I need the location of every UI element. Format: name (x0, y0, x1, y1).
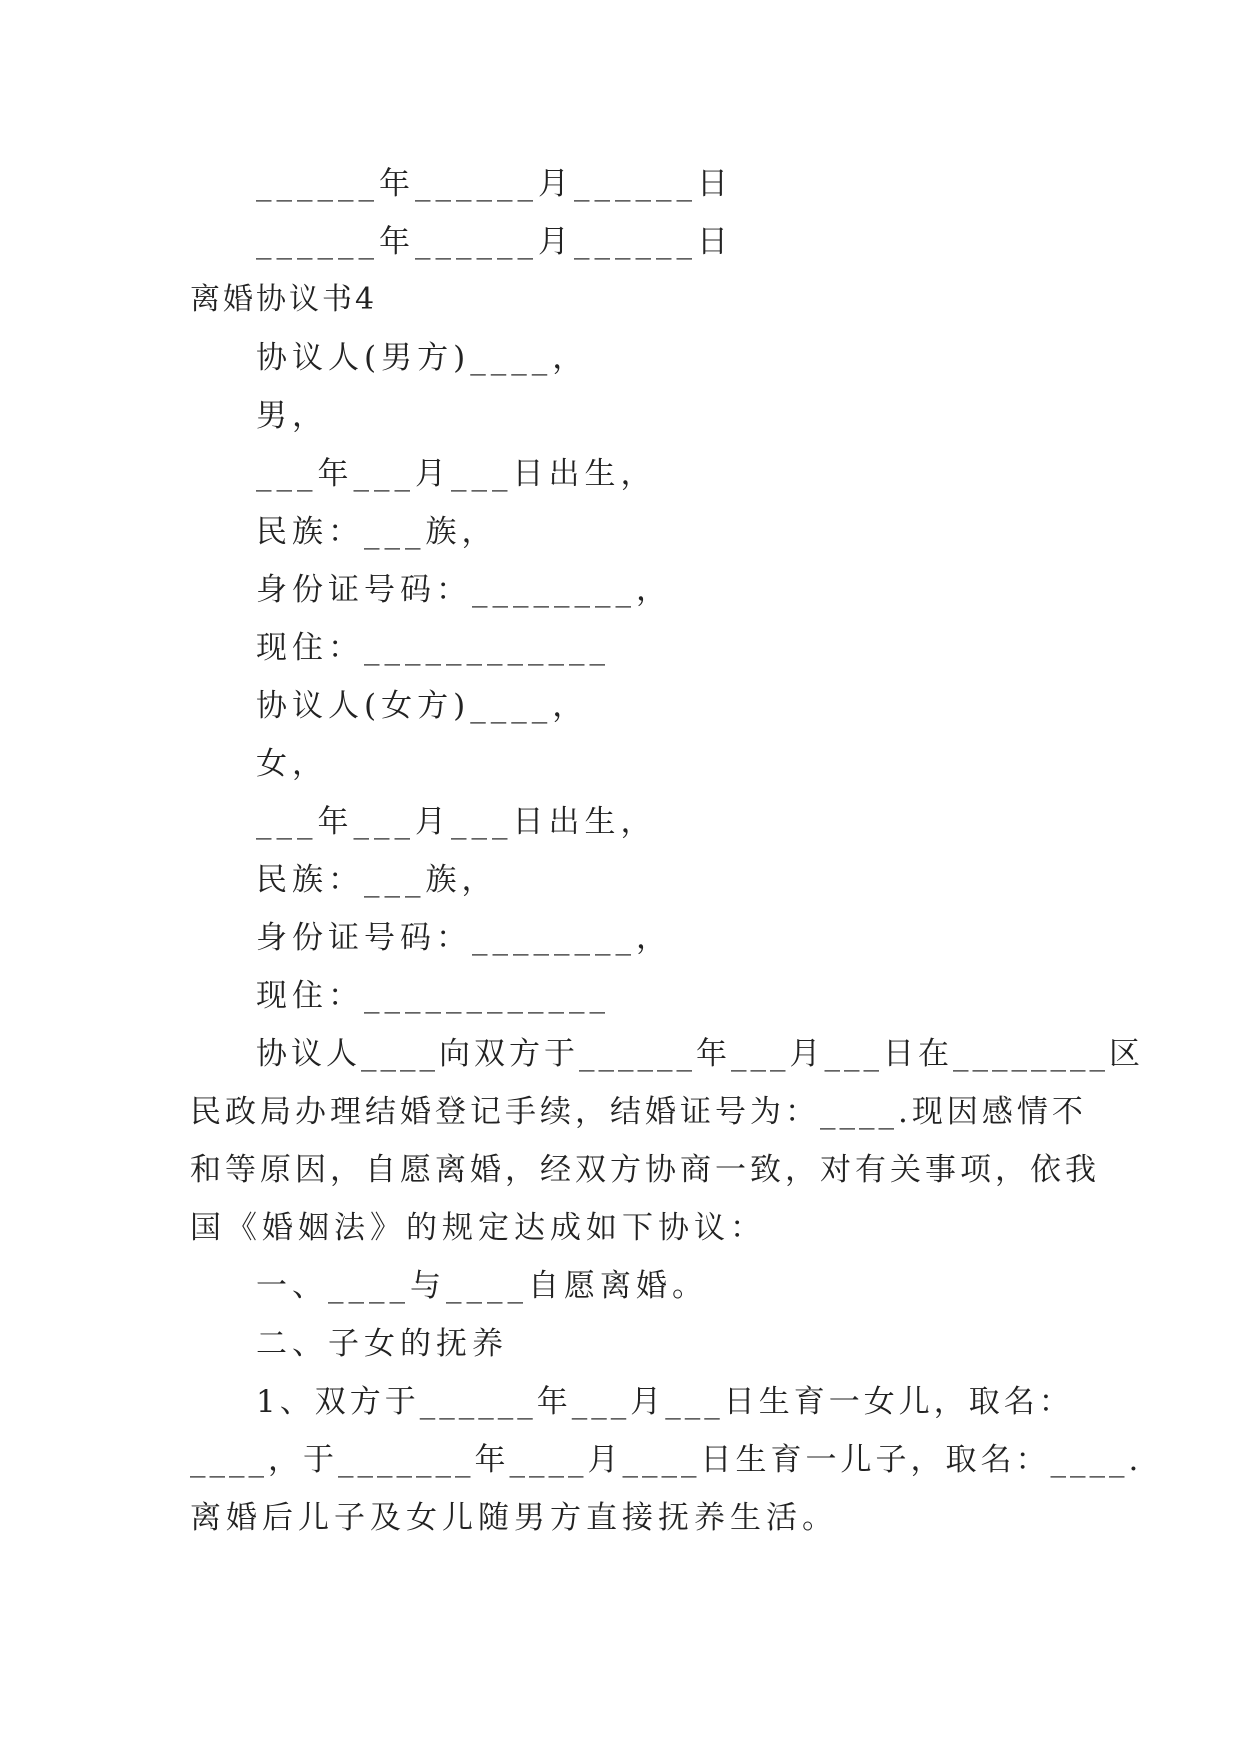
clause-one: 一、____与____自愿离婚。 (256, 1268, 708, 1304)
paragraph-line: 国《婚姻法》的规定达成如下协议： (190, 1210, 766, 1246)
ethnicity-female-line: 民族：___族， (256, 862, 498, 898)
ethnicity-male-line: 民族：___族， (256, 514, 498, 550)
gender-male-line: 男， (256, 398, 328, 434)
paragraph-line: 协议人____向双方于______年___月___日在________区 (256, 1036, 1144, 1072)
date-line: ______年______月______日 (256, 224, 733, 260)
paragraph-line: 和等原因，自愿离婚，经双方协商一致，对有关事项，依我 (190, 1152, 1100, 1188)
birth-date-female-line: ___年___月___日出生， (256, 804, 657, 840)
birth-date-male-line: ___年___月___日出生， (256, 456, 657, 492)
child-custody-line: 离婚后儿子及女儿随男方直接抚养生活。 (190, 1500, 838, 1536)
address-female-line: 现住：____________ (256, 978, 610, 1014)
id-number-female-line: 身份证号码：________， (256, 920, 672, 956)
clause-two-heading: 二、子女的抚养 (256, 1326, 508, 1362)
document-title: 离婚协议书4 (190, 282, 378, 317)
date-line: ______年______月______日 (256, 166, 733, 202)
gender-female-line: 女， (256, 746, 328, 782)
paragraph-line: 民政局办理结婚登记手续，结婚证号为：____.现因感情不 (190, 1094, 1087, 1130)
party-female-line: 协议人(女方)____， (256, 688, 589, 724)
address-male-line: 现住：____________ (256, 630, 610, 666)
id-number-male-line: 身份证号码：________， (256, 572, 672, 608)
party-male-line: 协议人(男方)____， (256, 340, 589, 376)
child-custody-line: 1、双方于______年___月___日生育一女儿，取名： (256, 1384, 1074, 1420)
child-custody-line: ____，于_______年____月____日生育一儿子，取名：____. (190, 1442, 1143, 1478)
